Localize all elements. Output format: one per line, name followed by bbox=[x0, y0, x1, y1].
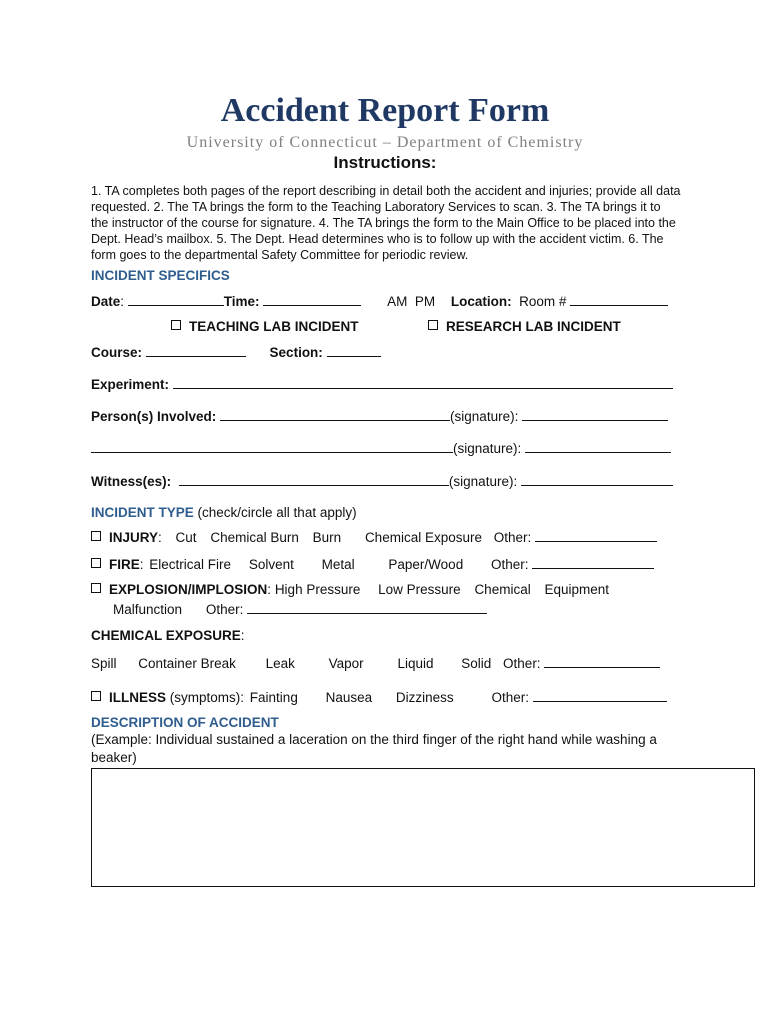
persons-signature-field[interactable] bbox=[522, 408, 668, 421]
chemical-exposure-other-field[interactable] bbox=[544, 655, 660, 668]
illness-checkbox[interactable] bbox=[91, 691, 101, 701]
persons-involved-field[interactable] bbox=[220, 408, 450, 421]
signature-label: (signature): bbox=[450, 409, 519, 424]
incident-type-heading bbox=[91, 505, 357, 520]
injury-checkbox[interactable] bbox=[91, 531, 101, 541]
signature-label: (signature): bbox=[453, 441, 522, 456]
witness-row bbox=[91, 473, 673, 489]
chemical-exposure-option[interactable]: Spill bbox=[91, 656, 117, 671]
time-label: Time: bbox=[223, 294, 260, 309]
explosion-label: EXPLOSION/IMPLOSION bbox=[109, 582, 268, 597]
incident-specifics-heading: INCIDENT SPECIFICS bbox=[91, 268, 230, 283]
chemical-exposure-option[interactable]: Container Break bbox=[138, 656, 236, 671]
witness-label: Witness(es): bbox=[91, 474, 172, 489]
fire-other-label: Other: bbox=[490, 557, 529, 572]
illness-option[interactable]: Dizziness bbox=[395, 690, 454, 705]
illness-option[interactable]: Fainting bbox=[249, 690, 298, 705]
location-label: Location: bbox=[450, 294, 512, 309]
injury-option[interactable]: Cut bbox=[175, 530, 197, 545]
illness-row bbox=[91, 689, 667, 705]
fire-label: FIRE bbox=[109, 557, 140, 572]
chemical-exposure-row bbox=[91, 655, 660, 671]
teaching-lab-checkbox-row[interactable] bbox=[171, 319, 359, 334]
explosion-option[interactable]: Chemical bbox=[474, 582, 531, 597]
chemical-exposure-label: CHEMICAL EXPOSURE bbox=[91, 628, 241, 643]
research-lab-label: RESEARCH LAB INCIDENT bbox=[446, 319, 621, 334]
fire-option[interactable]: Metal bbox=[321, 557, 355, 572]
date-field[interactable] bbox=[128, 293, 224, 306]
experiment-row bbox=[91, 376, 673, 392]
date-label: Date bbox=[91, 294, 121, 309]
signature-label: (signature): bbox=[448, 474, 518, 489]
chemical-exposure-option[interactable]: Solid bbox=[461, 656, 492, 671]
fire-option[interactable]: Electrical Fire bbox=[149, 557, 232, 572]
form-subtitle: University of Connecticut – Department of Chemistry bbox=[186, 134, 584, 151]
explosion-option[interactable]: Malfunction bbox=[113, 602, 183, 617]
research-lab-checkbox[interactable] bbox=[428, 320, 438, 330]
room-field[interactable] bbox=[570, 293, 668, 306]
persons-signature-field-2[interactable] bbox=[525, 440, 671, 453]
injury-option[interactable]: Chemical Exposure bbox=[364, 530, 482, 545]
persons-involved-row-2 bbox=[91, 440, 671, 456]
description-heading: DESCRIPTION OF ACCIDENT bbox=[91, 715, 279, 730]
injury-option[interactable]: Chemical Burn bbox=[210, 530, 299, 545]
course-section-row bbox=[91, 344, 381, 360]
injury-other-field[interactable] bbox=[535, 529, 657, 542]
explosion-option[interactable]: High Pressure bbox=[274, 582, 361, 597]
section-label: Section: bbox=[269, 345, 323, 360]
room-label: Room # bbox=[519, 294, 567, 309]
illness-other-label: Other: bbox=[491, 690, 529, 705]
injury-row: INJURY: Cut Chemical Burn Burn Chemical Exposure Other: bbox=[91, 529, 657, 545]
date-time-location-row: Date: Time: AM PM Location: Room # bbox=[91, 293, 668, 309]
injury-option[interactable]: Burn bbox=[312, 530, 342, 545]
teaching-lab-label: TEACHING LAB INCIDENT bbox=[189, 319, 359, 334]
explosion-other-label: Other: bbox=[205, 602, 244, 617]
injury-label: INJURY bbox=[109, 530, 159, 545]
fire-row: FIRE: Electrical Fire Solvent Metal Paper/Wood Other: bbox=[91, 556, 654, 572]
chemical-exposure-option[interactable]: Vapor bbox=[328, 656, 364, 671]
course-field[interactable] bbox=[146, 344, 246, 357]
am-option[interactable]: AM bbox=[387, 294, 408, 309]
pm-option[interactable]: PM bbox=[414, 294, 436, 309]
experiment-field[interactable] bbox=[173, 376, 673, 389]
illness-option[interactable]: Nausea bbox=[325, 690, 373, 705]
description-textbox[interactable] bbox=[91, 768, 755, 887]
explosion-other-field[interactable] bbox=[247, 601, 487, 614]
chemical-exposure-heading: CHEMICAL EXPOSURE: bbox=[91, 628, 245, 643]
explosion-checkbox[interactable] bbox=[91, 583, 101, 593]
experiment-label: Experiment: bbox=[91, 377, 170, 392]
description-example: (Example: Individual sustained a laceration on the third finger of the right hand while washing a beaker) bbox=[91, 732, 657, 765]
persons-involved-row bbox=[91, 408, 668, 424]
witness-signature-field[interactable] bbox=[521, 473, 673, 486]
illness-label: ILLNESS bbox=[109, 690, 167, 705]
explosion-option[interactable]: Low Pressure bbox=[378, 582, 461, 597]
explosion-option[interactable]: Equipment bbox=[544, 582, 610, 597]
incident-type-note: (check/circle all that apply) bbox=[197, 505, 357, 520]
instructions-heading: Instructions: bbox=[333, 153, 437, 172]
time-field[interactable] bbox=[263, 293, 361, 306]
instructions-text: 1. TA completes both pages of the report describing in detail both the accident and injuries; provide all data requested. 2. The TA brings the form to the Teaching Laboratory Services to scan. 3. The TA brings it to the instructor of the course for signature. 4. The TA brings the form to the Main Office to be placed into the Dept. Head’s mailbox. 5. The Dept. Head determines who is to follow up with the accident victim. 6. The form goes to the departmental Safety Committee for periodic review. bbox=[91, 184, 681, 262]
chemical-exposure-other-label: Other: bbox=[503, 656, 541, 671]
injury-other-label: Other: bbox=[493, 530, 532, 545]
illness-other-field[interactable] bbox=[533, 689, 667, 702]
chemical-exposure-option[interactable]: Liquid bbox=[397, 656, 434, 671]
section-field[interactable] bbox=[327, 344, 381, 357]
witness-field[interactable] bbox=[179, 473, 449, 486]
explosion-row: EXPLOSION/IMPLOSION: High Pressure Low Pressure Chemical Equipment bbox=[91, 582, 609, 597]
fire-option[interactable]: Solvent bbox=[248, 557, 294, 572]
incident-type-label: INCIDENT TYPE bbox=[91, 505, 194, 520]
course-label: Course: bbox=[91, 345, 143, 360]
research-lab-checkbox-row[interactable] bbox=[428, 319, 621, 334]
teaching-lab-checkbox[interactable] bbox=[171, 320, 181, 330]
chemical-exposure-option[interactable]: Leak bbox=[265, 656, 295, 671]
persons-involved-label: Person(s) Involved: bbox=[91, 409, 217, 424]
explosion-row-cont bbox=[113, 601, 487, 617]
fire-option[interactable]: Paper/Wood bbox=[388, 557, 464, 572]
fire-checkbox[interactable] bbox=[91, 558, 101, 568]
illness-note: (symptoms): bbox=[169, 690, 245, 705]
persons-involved-field-2[interactable] bbox=[91, 440, 453, 453]
fire-other-field[interactable] bbox=[532, 556, 654, 569]
form-title: Accident Report Form bbox=[220, 92, 550, 129]
